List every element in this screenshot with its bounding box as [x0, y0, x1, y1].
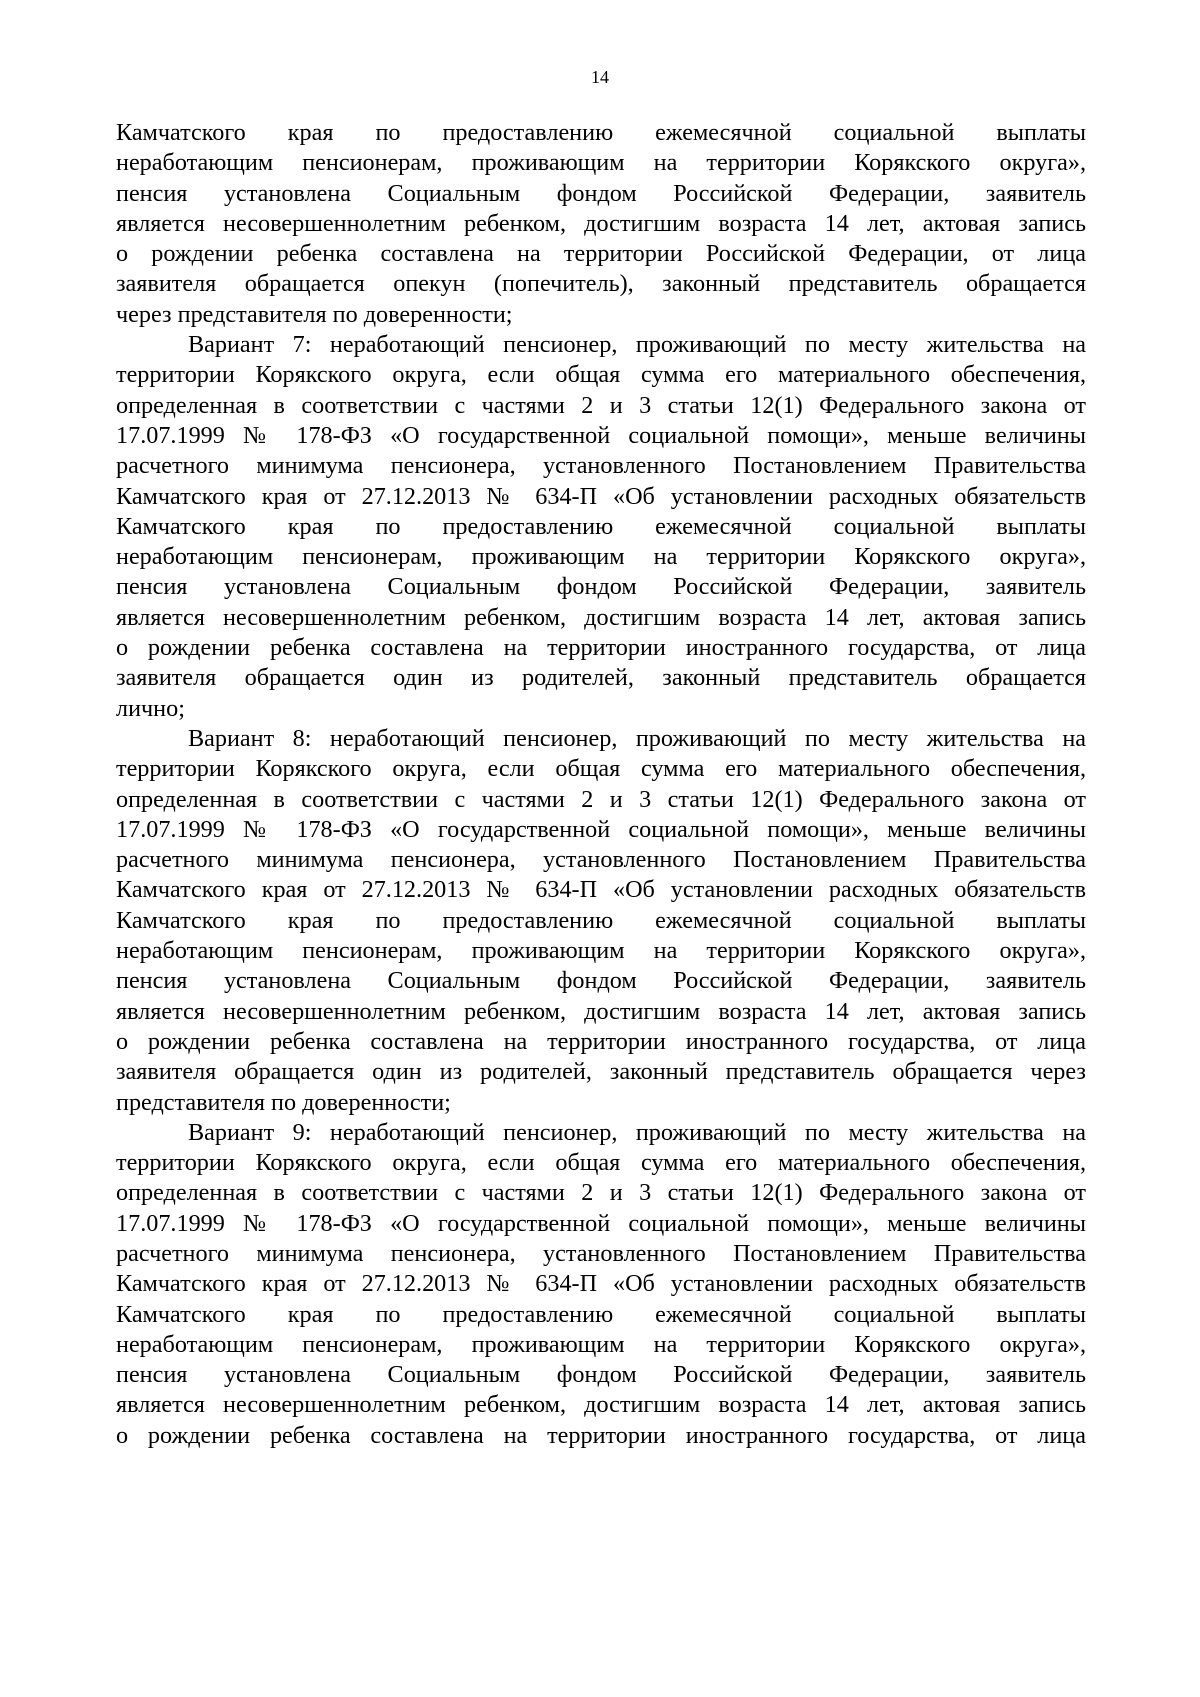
text-line: пенсия установлена Социальным фондом Российской Федерации, заявитель — [116, 573, 1086, 601]
paragraph — [116, 330, 1086, 724]
text-line: пенсия установлена Социальным фондом Российской Федерации, заявитель — [116, 179, 1086, 207]
text-line: Камчатского края от 27.12.2013 № 634-П «Об установлении расходных обязательств — [116, 1270, 1086, 1298]
paragraph — [116, 1118, 1086, 1451]
text-line: заявителя обращается опекун (попечитель), законный представитель обращается — [116, 270, 1086, 298]
text-line: определенная в соответствии с частями 2 и 3 статьи 12(1) Федерального закона от — [116, 785, 1086, 813]
text-line: является несовершеннолетним ребенком, достигшим возраста 14 лет, актовая запись — [116, 1391, 1086, 1419]
text-line: является несовершеннолетним ребенком, достигшим возраста 14 лет, актовая запись — [116, 603, 1086, 631]
text-line: Камчатского края от 27.12.2013 № 634-П «Об установлении расходных обязательств — [116, 876, 1086, 904]
text-line: заявителя обращается один из родителей, законный представитель обращается — [116, 664, 1086, 692]
text-line: Вариант 7: неработающий пенсионер, проживающий по месту жительства на — [188, 331, 1086, 359]
text-line: неработающим пенсионерам, проживающим на территории Корякского округа», — [116, 1330, 1086, 1358]
text-line: расчетного минимума пенсионера, установленного Постановлением Правительства — [116, 452, 1086, 480]
text-line: Камчатского края по предоставлению ежемесячной социальной выплаты — [116, 119, 1086, 146]
text-line: Вариант 9: неработающий пенсионер, проживающий по месту жительства на — [188, 1118, 1086, 1146]
text-line: определенная в соответствии с частями 2 и 3 статьи 12(1) Федерального закона от — [116, 1179, 1086, 1207]
text-line: является несовершеннолетним ребенком, достигшим возраста 14 лет, актовая запись — [116, 997, 1086, 1025]
text-line: через представителя по доверенности; — [116, 300, 513, 328]
text-line: о рождении ребенка составлена на территории иностранного государства, от лица — [116, 634, 1086, 662]
text-line: определенная в соответствии с частями 2 и 3 статьи 12(1) Федерального закона от — [116, 391, 1086, 419]
text-line: территории Корякского округа, если общая сумма его материального обеспечения, — [116, 755, 1086, 783]
text-line: является несовершеннолетним ребенком, достигшим возраста 14 лет, актовая запись — [116, 209, 1086, 237]
text-line: Камчатского края по предоставлению ежемесячной социальной выплаты — [116, 906, 1086, 934]
text-line: расчетного минимума пенсионера, установленного Постановлением Правительства — [116, 846, 1086, 874]
text-line: расчетного минимума пенсионера, установленного Постановлением Правительства — [116, 1239, 1086, 1267]
text-line: Вариант 8: неработающий пенсионер, проживающий по месту жительства на — [188, 724, 1086, 752]
text-line: лично; — [116, 694, 185, 722]
page-number: 14 — [591, 67, 609, 87]
paragraph — [116, 118, 1086, 330]
text-line: территории Корякского округа, если общая сумма его материального обеспечения, — [116, 361, 1086, 389]
text-line: о рождении ребенка составлена на территории иностранного государства, от лица — [116, 1421, 1086, 1449]
text-line: заявителя обращается один из родителей, законный представитель обращается через — [116, 1058, 1086, 1086]
text-line: 17.07.1999 № 178-ФЗ «О государственной социальной помощи», меньше величины — [116, 1209, 1086, 1237]
text-line: представителя по доверенности; — [116, 1088, 451, 1116]
text-line: неработающим пенсионерам, проживающим на территории Корякского округа», — [116, 149, 1086, 177]
text-line: 17.07.1999 № 178-ФЗ «О государственной социальной помощи», меньше величины — [116, 815, 1086, 843]
text-line: Камчатского края по предоставлению ежемесячной социальной выплаты — [116, 1300, 1086, 1328]
text-line: о рождении ребенка составлена на территории Российской Федерации, от лица — [116, 240, 1086, 268]
paragraph — [116, 724, 1086, 1118]
document-body — [116, 118, 1086, 1451]
text-line: о рождении ребенка составлена на территории иностранного государства, от лица — [116, 1027, 1086, 1055]
text-line: пенсия установлена Социальным фондом Российской Федерации, заявитель — [116, 967, 1086, 995]
text-line: Камчатского края по предоставлению ежемесячной социальной выплаты — [116, 512, 1086, 540]
text-line: пенсия установлена Социальным фондом Российской Федерации, заявитель — [116, 1361, 1086, 1389]
text-line: Камчатского края от 27.12.2013 № 634-П «Об установлении расходных обязательств — [116, 482, 1086, 510]
text-line: неработающим пенсионерам, проживающим на территории Корякского округа», — [116, 937, 1086, 965]
text-line: неработающим пенсионерам, проживающим на территории Корякского округа», — [116, 543, 1086, 571]
text-line: территории Корякского округа, если общая сумма его материального обеспечения, — [116, 1149, 1086, 1177]
text-line: 17.07.1999 № 178-ФЗ «О государственной социальной помощи», меньше величины — [116, 421, 1086, 449]
